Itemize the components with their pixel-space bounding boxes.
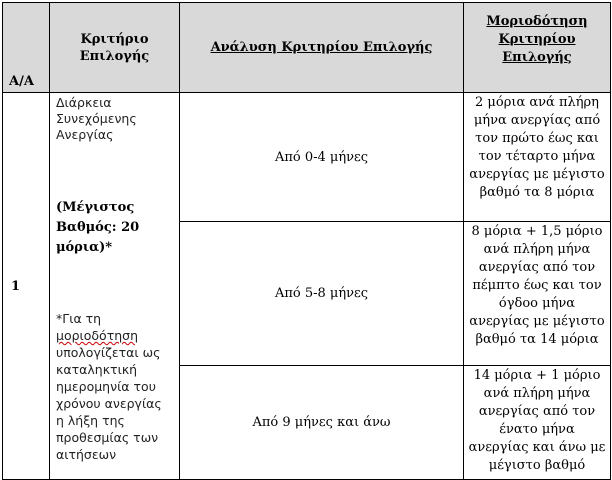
header-analysis: Ανάλυση Κριτηρίου Επιλογής: [180, 3, 464, 93]
header-score: Μοριοδότηση Κριτηρίου Επιλογής: [464, 3, 611, 93]
note-prefix: *Για τη: [56, 311, 102, 326]
note-word: μοριοδότηση: [56, 328, 139, 343]
criterion-max-score: (Μέγιστος Βαθμός: 20 μόρια)*: [56, 200, 140, 255]
score-cell: 8 μόρια + 1,5 μόριο ανά πλήρη μήνα ανεργίας από τον πέμπτο έως και τον όγδοο μήνα ανεργίας με μέγιστο βαθμό τα 14 μόρια: [464, 222, 611, 366]
criterion-cell: [50, 93, 180, 480]
score-cell: 14 μόρια + 1 μόριο ανά πλήρη μήνα ανεργίας από τον ένατο μήνα ανεργίας και άνω με μέγιστο βαθμό: [464, 366, 611, 480]
analysis-cell: Από 9 μήνες και άνω: [180, 366, 464, 480]
header-row: [3, 3, 611, 93]
note-rest: υπολογίζεται ως καταληκτική ημερομηνία του χρόνου ανεργίας η λήξη της προθεσμίας των αιτήσεων: [56, 345, 162, 462]
header-criterion: Κριτήριο Επιλογής: [50, 3, 180, 93]
analysis-cell: Από 5-8 μήνες: [180, 222, 464, 366]
score-cell: 2 μόρια ανά πλήρη μήνα ανεργίας από τον πρώτο έως και τον τέταρτο μήνα ανεργίας με μέγιστο βαθμό τα 8 μόρια: [464, 93, 611, 222]
criterion-note: [56, 310, 173, 463]
analysis-cell: Από 0-4 μήνες: [180, 93, 464, 222]
criteria-table: [2, 2, 611, 480]
header-aa: Α/Α: [3, 3, 50, 93]
table-row: [3, 93, 611, 222]
criterion-title: Διάρκεια Συνεχόμενης Ανεργίας: [56, 95, 137, 142]
row-number: 1: [3, 93, 50, 480]
